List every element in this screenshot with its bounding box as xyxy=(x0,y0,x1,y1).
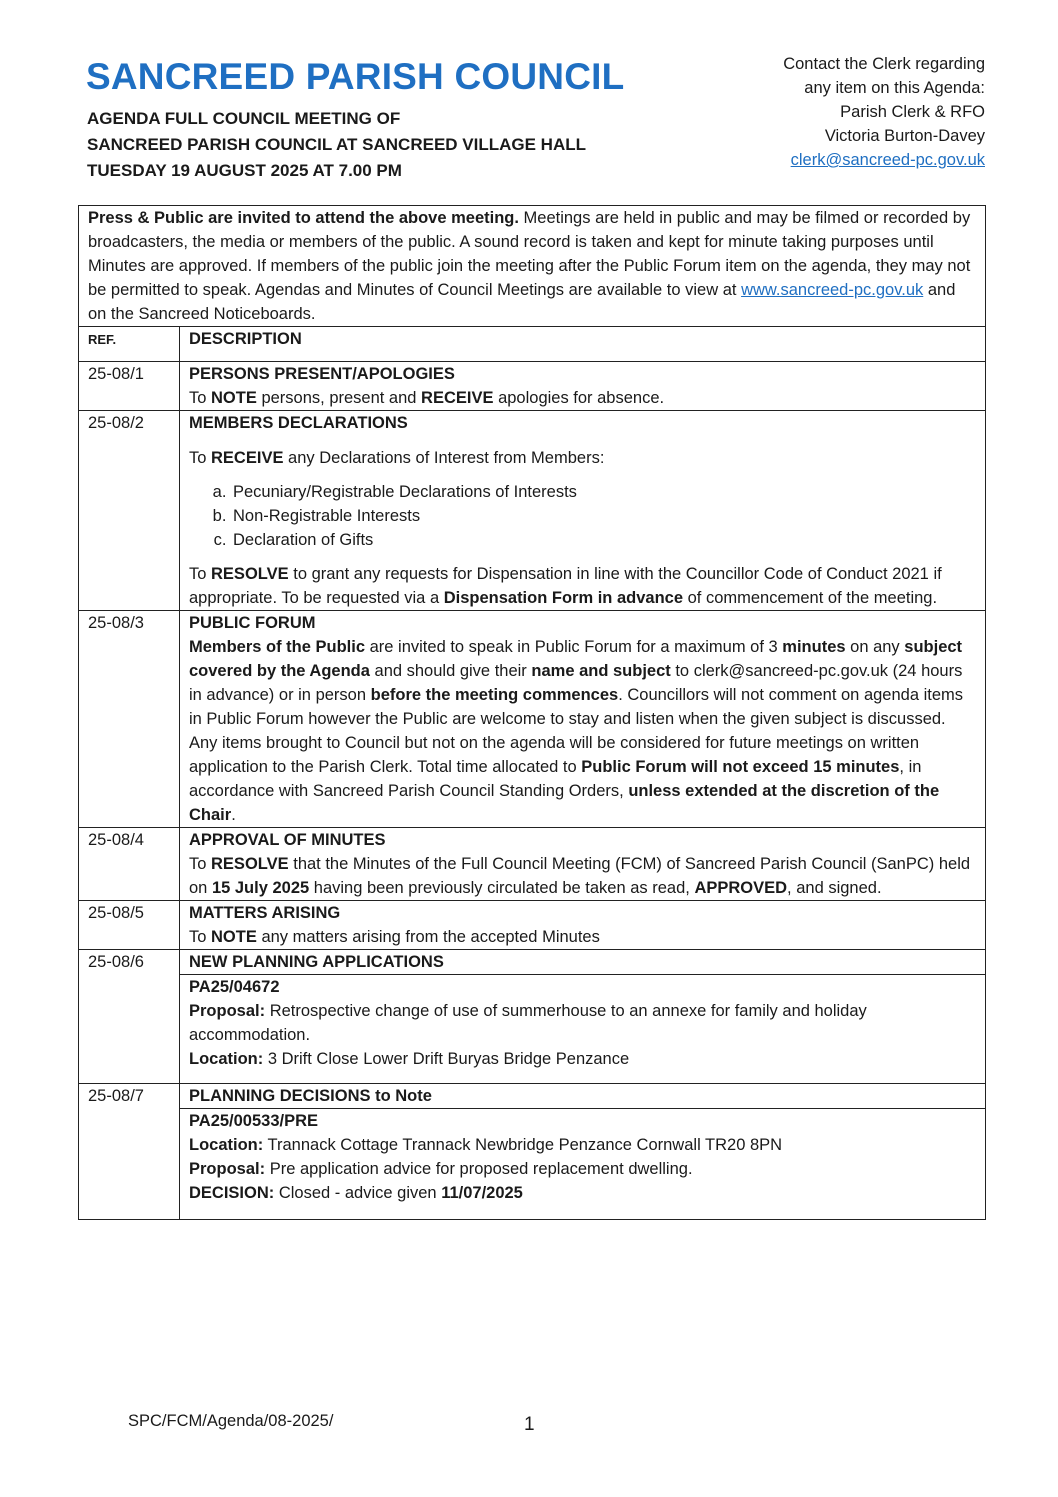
item-text: To NOTE persons, present and RECEIVE apologies for absence. xyxy=(189,389,665,407)
application-proposal: Proposal: Pre application advice for proposed replacement dwelling. xyxy=(189,1160,693,1178)
notice-bold: Press & Public are invited to attend the above meeting. xyxy=(88,209,519,227)
ref-column-header: REF. xyxy=(79,327,180,362)
meeting-heading-line: AGENDA FULL COUNCIL MEETING OF xyxy=(87,109,401,128)
contact-line: Victoria Burton-Davey xyxy=(824,127,985,145)
item-text: Members of the Public are invited to speak in Public Forum for a maximum of 3 minutes on any subject covered by the Agenda and should give their name and subject to clerk@sancreed-pc.gov.uk (24 hours in advance) or in person before the meeting commences. Councillors will not comment on agenda items in Public Forum however the Public are welcome to stay and listen when the given subject is discussed. Any items brought to Council but not on the agenda will be considered for future meetings on written application to the Parish Clerk. Total time allocated to Public Forum will not exceed 15 minutes, in accordance with Sancreed Parish Council Standing Orders, unless extended at the discretion of the Chair. xyxy=(189,638,964,824)
item-title: MEMBERS DECLARATIONS xyxy=(189,414,408,432)
item-title-cell xyxy=(180,950,986,975)
item-ref: 25-08/2 xyxy=(79,411,180,611)
public-notice xyxy=(79,206,986,327)
planning-application xyxy=(180,975,986,1084)
meeting-heading-line: TUESDAY 19 AUGUST 2025 AT 7.00 PM xyxy=(87,161,402,180)
application-decision: DECISION: Closed - advice given 11/07/2025 xyxy=(189,1184,523,1202)
application-number: PA25/00533/PRE xyxy=(189,1112,319,1130)
item-title: APPROVAL OF MINUTES xyxy=(189,831,386,849)
item-title: PUBLIC FORUM xyxy=(189,614,316,632)
item-text: To RECEIVE any Declarations of Interest from Members: xyxy=(189,449,605,467)
description-column-header: DESCRIPTION xyxy=(180,327,986,362)
agenda-item-row xyxy=(79,611,986,828)
clerk-email-link[interactable]: clerk@sancreed-pc.gov.uk xyxy=(790,151,985,169)
notice-text: Meetings are held in public and may be filmed or recorded by broadcasters, the media or members of the public. A sound record is taken and kept for minute taking purposes until Minutes are approved. If members of the public join the meeting after the Public Forum item on the agenda, they may not be permitted to speak. Agendas and Minutes of Council Meetings are available to view at xyxy=(88,209,971,299)
item-ref: 25-08/5 xyxy=(79,901,180,950)
item-description xyxy=(180,611,986,828)
application-number: PA25/04672 xyxy=(189,978,280,996)
item-description xyxy=(180,901,986,950)
council-title: SANCREED PARISH COUNCIL xyxy=(86,56,625,97)
item-ref: 25-08/7 xyxy=(79,1084,180,1220)
list-item: a. Pecuniary/Registrable Declarations of Interests xyxy=(231,480,976,504)
meeting-heading xyxy=(87,106,586,184)
list-item: c. Declaration of Gifts xyxy=(231,528,976,552)
item-description xyxy=(180,362,986,411)
item-title: PLANNING DECISIONS to Note xyxy=(189,1087,432,1105)
list-item: b. Non-Registrable Interests xyxy=(231,504,976,528)
item-text: To RESOLVE that the Minutes of the Full Council Meeting (FCM) of Sancreed Parish Council (SanPC) held on 15 July 2025 having been previously circulated be taken as read, APPROVED, and signed. xyxy=(189,855,971,897)
clerk-contact xyxy=(783,52,985,172)
agenda-item-row xyxy=(79,362,986,411)
application-proposal: Proposal: Retrospective change of use of summerhouse to an annexe for family and holiday accommodation. xyxy=(189,1002,867,1044)
item-text: To RESOLVE to grant any requests for Dispensation in line with the Councillor Code of Conduct 2021 if appropriate. To be requested via a Dispensation Form in advance of commencement of the meeting. xyxy=(189,565,942,607)
item-description xyxy=(180,828,986,901)
agenda-item-row xyxy=(79,828,986,901)
item-text: To NOTE any matters arising from the accepted Minutes xyxy=(189,928,600,946)
planning-decision-row xyxy=(79,1109,986,1220)
item-description xyxy=(180,411,986,611)
application-location: Location: Trannack Cottage Trannack Newbridge Penzance Cornwall TR20 8PN xyxy=(189,1136,783,1154)
declarations-list xyxy=(189,480,976,552)
intro-row xyxy=(79,206,986,327)
agenda-table xyxy=(78,205,986,1220)
item-ref: 25-08/1 xyxy=(79,362,180,411)
item-ref: 25-08/6 xyxy=(79,950,180,1084)
document-reference: SPC/FCM/Agenda/08-2025/ xyxy=(128,1412,334,1430)
table-header-row xyxy=(79,327,986,362)
page-number: 1 xyxy=(524,1414,535,1435)
planning-decision xyxy=(180,1109,986,1220)
contact-line: any item on this Agenda: xyxy=(804,79,985,97)
planning-application-row xyxy=(79,975,986,1084)
item-title: PERSONS PRESENT/APOLOGIES xyxy=(189,365,455,383)
website-link[interactable]: www.sancreed-pc.gov.uk xyxy=(741,281,924,299)
contact-line: Parish Clerk & RFO xyxy=(840,103,985,121)
notice-tail: and on the Sancreed Noticeboards. xyxy=(88,281,956,323)
item-ref: 25-08/3 xyxy=(79,611,180,828)
agenda-item-row xyxy=(79,1084,986,1109)
contact-line: Contact the Clerk regarding xyxy=(783,55,985,73)
item-title-cell xyxy=(180,1084,986,1109)
agenda-item-row xyxy=(79,901,986,950)
meeting-heading-line: SANCREED PARISH COUNCIL AT SANCREED VILLAGE HALL xyxy=(87,135,587,154)
agenda-item-row xyxy=(79,950,986,975)
application-location: Location: 3 Drift Close Lower Drift Buryas Bridge Penzance xyxy=(189,1050,630,1068)
item-title: MATTERS ARISING xyxy=(189,904,341,922)
item-title: NEW PLANNING APPLICATIONS xyxy=(189,953,444,971)
agenda-item-row xyxy=(79,411,986,611)
item-ref: 25-08/4 xyxy=(79,828,180,901)
